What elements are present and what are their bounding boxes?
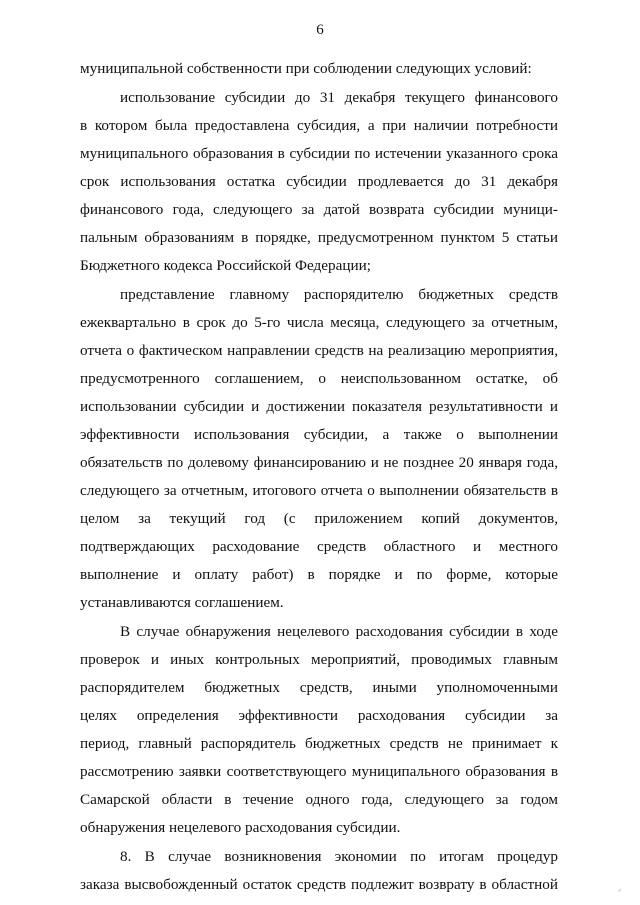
page-number: 6: [316, 22, 324, 38]
text-line: пальным образованиям в порядке, предусмотренном пунктом 5 статьи: [80, 229, 558, 246]
text-line: выполнение и оплату работ) в порядке и по форме, которые: [80, 566, 558, 583]
text-line: распорядителем бюджетных средств, иными уполномоченными: [80, 679, 558, 696]
scan-artifact-icon: ⸗: [618, 885, 622, 896]
text-line: ежеквартально в срок до 5-го числа месяца, следующего за отчетным,: [80, 314, 558, 331]
text-line: устанавливаются соглашением.: [80, 594, 284, 611]
text-line: подтверждающих расходование средств областного и местного: [80, 538, 558, 555]
text-line: отчета о фактическом направлении средств на реализацию мероприятия,: [80, 342, 558, 359]
text-line: В случае обнаружения нецелевого расходования субсидии в ходе: [120, 623, 558, 640]
text-line: Самарской области в течение одного года, следующего за годом: [80, 791, 558, 808]
text-line: следующего за отчетным, итогового отчета о выполнении обязательств в: [80, 482, 558, 499]
text-line: использование субсидии до 31 декабря текущего финансового: [120, 89, 558, 106]
text-line: рассмотрению заявки соответствующего муниципального образования в: [80, 763, 558, 780]
text-line: в котором была предоставлена субсидия, а при наличии потребности: [80, 117, 558, 134]
text-line: финансового года, следующего за датой возврата субсидии муници-: [80, 201, 558, 218]
text-line: 8. В случае возникновения экономии по итогам процедур: [120, 848, 558, 865]
text-line: срок использования остатка субсидии продлевается до 31 декабря: [80, 173, 558, 190]
text-line: проверок и иных контрольных мероприятий, проводимых главным: [80, 651, 558, 668]
text-line: обнаружения нецелевого расходования субсидии.: [80, 819, 401, 836]
text-line: целях определения эффективности расходования субсидии за: [80, 707, 558, 724]
text-line: муниципального образования в субсидии по истечении указанного срока: [80, 145, 558, 162]
text-line: представление главному распорядителю бюджетных средств: [120, 286, 558, 303]
text-line: эффективности использования субсидии, а также о выполнении: [80, 426, 558, 443]
text-line: муниципальной собственности при соблюдении следующих условий:: [80, 60, 532, 77]
text-line: предусмотренного соглашением, о неиспользованном остатке, об: [80, 370, 558, 387]
text-line: заказа высвобожденный остаток средств подлежит возврату в областной: [80, 876, 558, 893]
text-line: целом за текущий год (с приложением копий документов,: [80, 510, 558, 527]
text-line: обязательств по долевому финансированию и не позднее 20 января года,: [80, 454, 558, 471]
text-line: использовании субсидии и достижении показателя результативности и: [80, 398, 558, 415]
text-line: период, главный распорядитель бюджетных средств не принимает к: [80, 735, 558, 752]
text-line: Бюджетного кодекса Российской Федерации;: [80, 257, 371, 274]
